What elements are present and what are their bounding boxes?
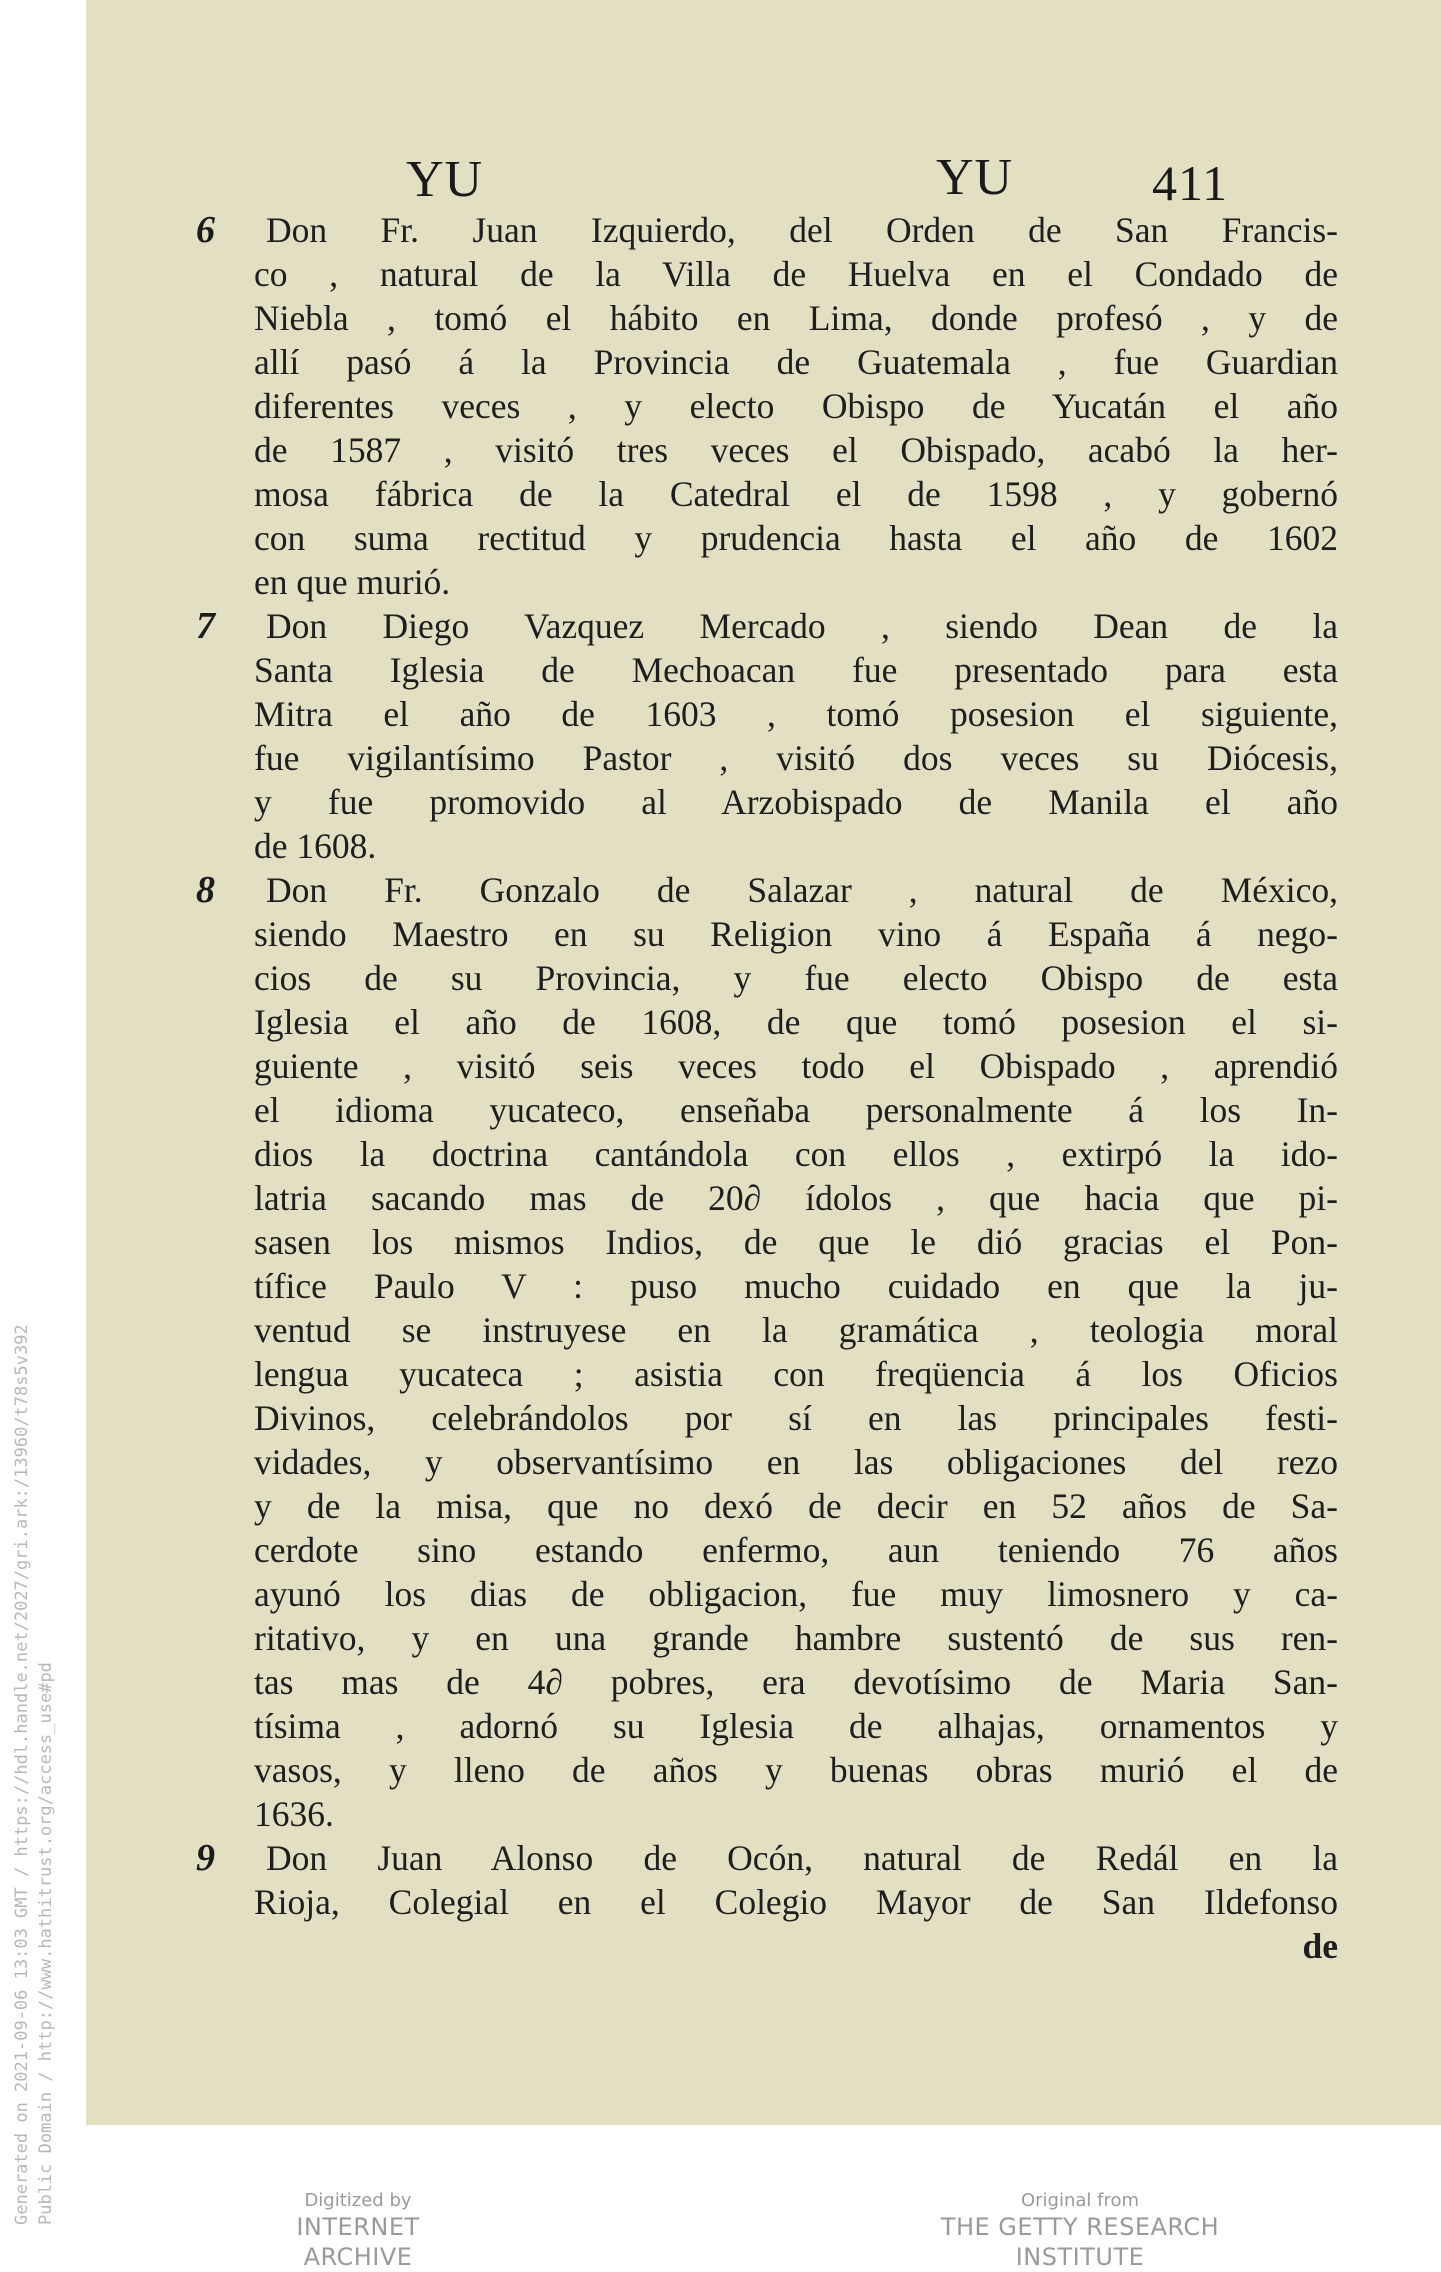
text-line: vidades, y observantísimo en las obligaciones del rezo: [254, 1442, 1338, 1482]
text-line: en que murió.: [254, 562, 451, 602]
running-head-left: YU: [406, 151, 484, 208]
text-line: Don Fr. Gonzalo de Salazar , natural de México,: [266, 870, 1338, 910]
catchword: de: [1302, 1926, 1338, 1966]
entry-7: [86, 604, 1441, 868]
text-line: ritativo, y en una grande hambre sustentó de sus ren-: [254, 1618, 1338, 1658]
text-line: Rioja, Colegial en el Colegio Mayor de San Ildefonso: [254, 1882, 1338, 1922]
text-line: Niebla , tomó el hábito en Lima, donde profesó , y de: [254, 298, 1338, 338]
text-line: cios de su Provincia, y fue electo Obispo de esta: [254, 958, 1338, 998]
page-number: 411: [1152, 155, 1229, 211]
text-line: diferentes veces , y electo Obispo de Yucatán el año: [254, 386, 1338, 426]
text-line: Divinos, celebrándolos por sí en las principales festi-: [254, 1398, 1338, 1438]
text-line: y de la misa, que no dexó de decir en 52 años de Sa-: [254, 1486, 1338, 1526]
text-line: Iglesia el año de 1608, de que tomó posesion el si-: [254, 1002, 1338, 1042]
digitized-by-label: Digitized by: [304, 2190, 412, 2211]
text-line: vasos, y lleno de años y buenas obras murió el de: [254, 1750, 1338, 1790]
text-line: co , natural de la Villa de Huelva en el Condado de: [254, 254, 1338, 294]
text-line: el idioma yucateco, enseñaba personalmente á los In-: [254, 1090, 1338, 1130]
text-line: tas mas de 4∂ pobres, era devotísimo de Maria San-: [254, 1662, 1338, 1702]
book-page: [86, 0, 1441, 2125]
text-line: lengua yucateca ; asistia con freqüencia á los Oficios: [254, 1354, 1338, 1394]
text-line: mosa fábrica de la Catedral el de 1598 , y gobernó: [254, 474, 1338, 514]
text-line: de 1608.: [254, 826, 377, 866]
text-line: con suma rectitud y prudencia hasta el año de 1602: [254, 518, 1338, 558]
original-source-credit: [880, 2190, 1280, 2272]
running-head-right: YU: [936, 149, 1014, 206]
text-line: sasen los mismos Indios, de que le dió gracias el Pon-: [254, 1222, 1338, 1262]
text-line: ventud se instruyese en la gramática , teologia moral: [254, 1310, 1338, 1350]
running-head: [86, 150, 1441, 210]
text-line: cerdote sino estando enfermo, aun teniendo 76 años: [254, 1530, 1338, 1570]
text-line: Don Juan Alonso de Ocón, natural de Redál en la: [266, 1838, 1338, 1878]
footer: [0, 2190, 1441, 2271]
internet-archive-label: INTERNET ARCHIVE: [296, 2213, 420, 2271]
text-line: latria sacando mas de 20∂ ídolos , que hacia que pi-: [254, 1178, 1338, 1218]
entry-number: 6: [196, 209, 215, 251]
stamp-line-2: Public Domain / http://www.hathitrust.org/access_use#pd: [36, 1662, 56, 2225]
getty-label: THE GETTY RESEARCH INSTITUTE: [940, 2213, 1220, 2271]
entry-number: 7: [196, 605, 215, 647]
original-from-label: Original from: [1020, 2190, 1140, 2211]
entry-6: [86, 208, 1441, 604]
text-line: Mitra el año de 1603 , tomó posesion el siguiente,: [254, 694, 1338, 734]
hathitrust-stamp: [0, 0, 86, 2255]
entry-number: 9: [196, 1837, 215, 1879]
digitizer-credit: [248, 2190, 468, 2272]
text-line: siendo Maestro en su Religion vino á España á nego-: [254, 914, 1338, 954]
text-line: y fue promovido al Arzobispado de Manila el año: [254, 782, 1338, 822]
stamp-line-1: Generated on 2021-09-06 13:03 GMT / https://hdl.handle.net/2027/gri.ark:/13960/t78s5v392: [12, 1324, 32, 2225]
text-line: guiente , visitó seis veces todo el Obispado , aprendió: [254, 1046, 1338, 1086]
text-line: 1636.: [254, 1794, 334, 1834]
text-line: fue vigilantísimo Pastor , visitó dos veces su Diócesis,: [254, 738, 1338, 778]
text-line: dios la doctrina cantándola con ellos , extirpó la ido-: [254, 1134, 1338, 1174]
text-line: Don Diego Vazquez Mercado , siendo Dean de la: [266, 606, 1338, 646]
text-line: tífice Paulo V : puso mucho cuidado en que la ju-: [254, 1266, 1338, 1306]
entry-list: [86, 208, 1441, 1968]
text-line: Don Fr. Juan Izquierdo, del Orden de San Francis-: [266, 210, 1338, 250]
text-line: allí pasó á la Provincia de Guatemala , fue Guardian: [254, 342, 1338, 382]
entry-number: 8: [196, 869, 215, 911]
entry-8: [86, 868, 1441, 1836]
text-line: Santa Iglesia de Mechoacan fue presentado para esta: [254, 650, 1338, 690]
entry-9: [86, 1836, 1441, 1924]
text-line: de 1587 , visitó tres veces el Obispado, acabó la her-: [254, 430, 1338, 470]
text-line: ayunó los dias de obligacion, fue muy limosnero y ca-: [254, 1574, 1338, 1614]
text-line: tísima , adornó su Iglesia de alhajas, ornamentos y: [254, 1706, 1338, 1746]
stamp-text: [10, 1324, 58, 2225]
